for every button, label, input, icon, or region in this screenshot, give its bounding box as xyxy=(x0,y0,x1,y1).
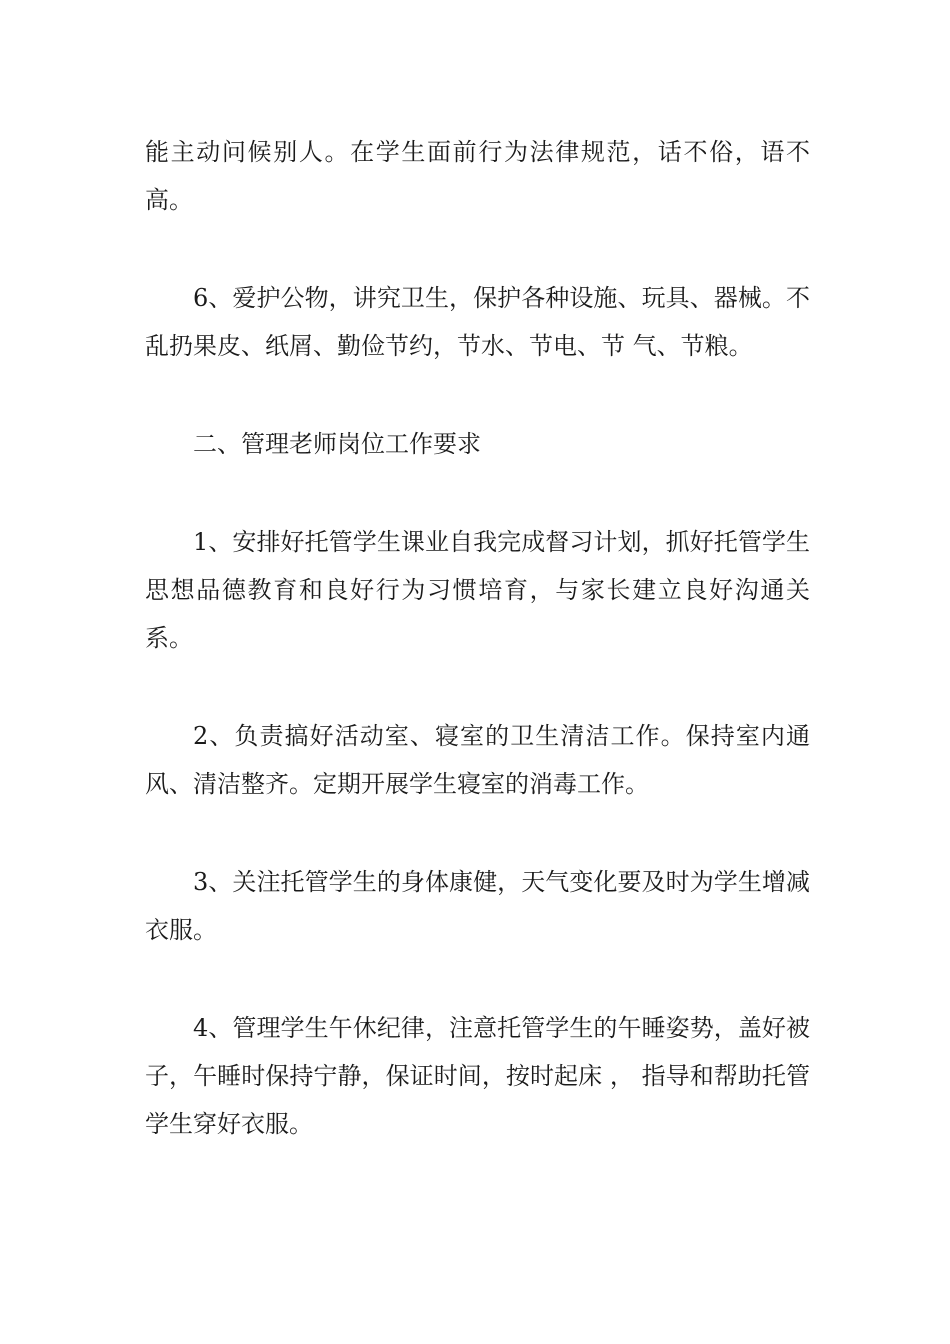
paragraph-item-6: 6、爱护公物，讲究卫生，保护各种设施、玩具、器械。不乱扔果皮、纸屑、勤俭节约，节水、节电、节 气、节粮。 xyxy=(145,284,810,360)
document-body xyxy=(145,128,810,1198)
paragraph-item-3: 3、关注托管学生的身体康健，天气变化要及时为学生增减衣服。 xyxy=(145,868,810,944)
paragraph-item-1: 1、安排好托管学生课业自我完成督习计划，抓好托管学生思想品德教育和良好行为习惯培育，与家长建立良好沟通关系。 xyxy=(145,528,810,652)
paragraph-item-4: 4、管理学生午休纪律，注意托管学生的午睡姿势，盖好被子，午睡时保持宁静，保证时间，按时起床 ， 指导和帮助托管学生穿好衣服。 xyxy=(145,1014,810,1138)
paragraph-item-2: 2、负责搞好活动室、寝室的卫生清洁工作。保持室内通风、清洁整齐。定期开展学生寝室的消毒工作。 xyxy=(145,722,810,798)
paragraph-continuation: 能主动问候别人。在学生面前行为法律规范，话不俗，语不高。 xyxy=(145,138,810,214)
section-heading: 二、管理老师岗位工作要求 xyxy=(193,430,481,458)
